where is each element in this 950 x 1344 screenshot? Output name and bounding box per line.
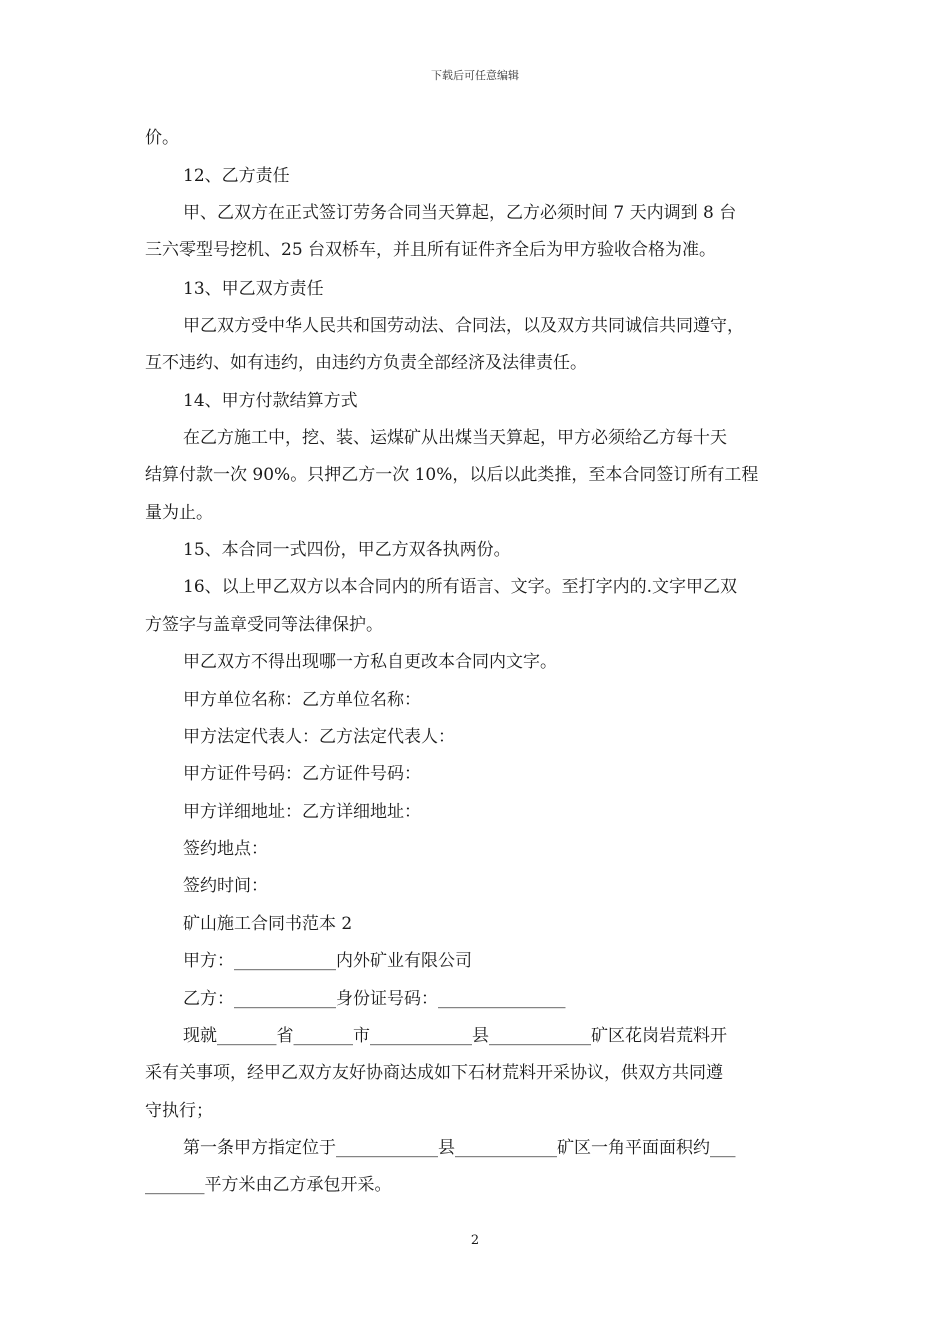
text-line: 守执行； xyxy=(145,1101,213,1121)
signature-field: 甲方详细地址：乙方详细地址： xyxy=(183,802,421,822)
page-number: 2 xyxy=(470,1233,480,1248)
document-title: 矿山施工合同书范本 2 xyxy=(183,914,353,934)
text-line: 三六零型号挖机、25 台双桥车，并且所有证件齐全后为甲方验收合格为准。 xyxy=(145,240,717,260)
text-line: 采有关事项，经甲乙双方友好协商达成如下石材荒料开采协议，供双方共同遵 xyxy=(145,1063,723,1083)
text-line: 甲乙双方受中华人民共和国劳动法、合同法，以及双方共同诚信共同遵守， xyxy=(183,316,744,336)
text-line: 方签字与盖章受同等法律保护。 xyxy=(145,615,383,635)
section-heading: 14、甲方付款结算方式 xyxy=(183,391,358,411)
signature-field: 甲方证件号码：乙方证件号码： xyxy=(183,764,421,784)
page-header: 下载后可任意编辑 xyxy=(431,69,519,82)
text-line: 第一条甲方指定位于____________县____________矿区一角平面面积约___ xyxy=(183,1138,736,1158)
text-line: 价。 xyxy=(145,128,179,148)
signature-field: 甲方单位名称：乙方单位名称： xyxy=(183,690,421,710)
signature-field: 签约时间： xyxy=(183,876,268,896)
party-a-line: 甲方：____________内外矿业有限公司 xyxy=(183,951,472,971)
text-line: 甲、乙双方在正式签订劳务合同当天算起，乙方必须时间 7 天内调到 8 台 xyxy=(183,203,737,223)
section-heading: 12、乙方责任 xyxy=(183,166,290,186)
text-line: 15、本合同一式四份，甲乙方双各执两份。 xyxy=(183,540,511,560)
party-b-line: 乙方：____________身份证号码：_______________ xyxy=(183,989,566,1009)
text-line: 互不违约、如有违约，由违约方负责全部经济及法律责任。 xyxy=(145,353,587,373)
text-line: 量为止。 xyxy=(145,503,213,523)
signature-field: 签约地点： xyxy=(183,839,268,859)
text-line: 在乙方施工中，挖、装、运煤矿从出煤当天算起，甲方必须给乙方每十天 xyxy=(183,428,727,448)
text-line: 结算付款一次 90%。只押乙方一次 10%，以后以此类推，至本合同签订所有工程 xyxy=(145,465,759,485)
text-line: 16、以上甲乙双方以本合同内的所有语言、文字。至打字内的.文字甲乙双 xyxy=(183,577,738,597)
signature-field: 甲方法定代表人：乙方法定代表人： xyxy=(183,727,455,747)
section-heading: 13、甲乙双方责任 xyxy=(183,279,324,299)
text-line: 甲乙双方不得出现哪一方私自更改本合同内文字。 xyxy=(183,652,557,672)
text-line: 现就_______省_______市____________县____________矿区花岗岩荒料开 xyxy=(183,1026,727,1046)
text-line: _______平方米由乙方承包开采。 xyxy=(145,1175,392,1195)
